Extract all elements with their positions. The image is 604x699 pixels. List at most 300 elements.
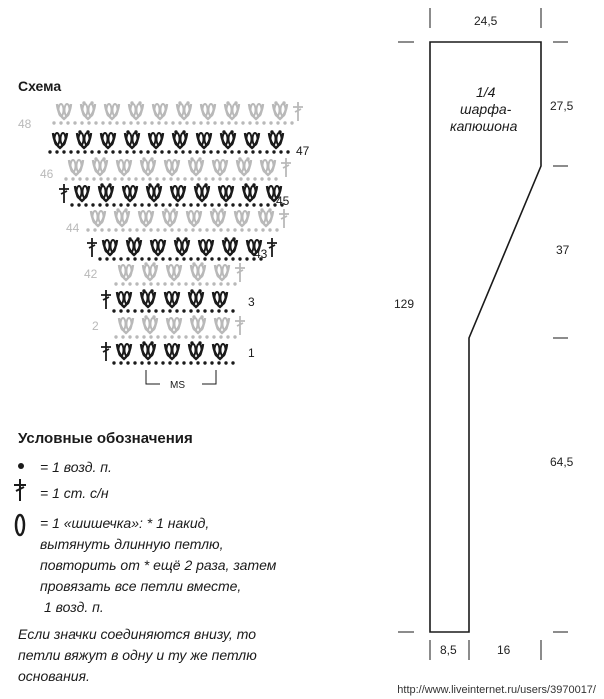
chain-dot — [216, 150, 219, 153]
chain-dot — [231, 361, 234, 364]
chain-dot — [132, 150, 135, 153]
chain-dot — [156, 282, 159, 285]
chain-dot — [219, 282, 222, 285]
chain-dot — [119, 257, 122, 260]
chain-dot — [175, 203, 178, 206]
chain-dot-icon — [16, 458, 30, 472]
chain-dot — [205, 228, 208, 231]
chain-dot — [234, 121, 237, 124]
chain-dot — [184, 335, 187, 338]
chain-dot — [182, 309, 185, 312]
chain-dot — [111, 150, 114, 153]
chain-dot — [246, 177, 249, 180]
chain-dot — [126, 203, 129, 206]
chain-dot — [99, 177, 102, 180]
chain-dot — [87, 121, 90, 124]
chain-dot — [147, 257, 150, 260]
chain-dot — [62, 150, 65, 153]
chain-dot — [142, 335, 145, 338]
chain-dot — [253, 177, 256, 180]
chain-dot — [275, 228, 278, 231]
chain-dot — [156, 228, 159, 231]
chain-dot — [98, 203, 101, 206]
chain-dot — [224, 203, 227, 206]
chain-dot — [70, 203, 73, 206]
chain-dot — [94, 121, 97, 124]
chain-dot — [161, 361, 164, 364]
chain-dot — [205, 282, 208, 285]
chain-dot — [83, 150, 86, 153]
chain-dot — [191, 335, 194, 338]
chain-dot — [260, 177, 263, 180]
chain-dot — [154, 361, 157, 364]
chain-dot — [167, 150, 170, 153]
chain-dot — [140, 203, 143, 206]
chain-dot — [121, 228, 124, 231]
chain-dot — [154, 203, 157, 206]
chain-dot — [119, 309, 122, 312]
chain-dot — [212, 282, 215, 285]
legend-note-line: петли вяжут в одну и ту же петлю — [18, 647, 257, 663]
chain-dot — [237, 150, 240, 153]
chain-dot — [161, 257, 164, 260]
piece-label-line: 1/4 — [476, 84, 496, 100]
piece-label-line: капюшона — [450, 118, 518, 134]
chain-dot — [133, 257, 136, 260]
chain-dot — [183, 177, 186, 180]
chain-dot — [143, 121, 146, 124]
dc-mark — [101, 342, 111, 361]
chain-dot — [73, 121, 76, 124]
piece-label-line: шарфа- — [460, 101, 512, 117]
chain-dot — [196, 203, 199, 206]
chain-dot — [203, 309, 206, 312]
chain-dot — [149, 282, 152, 285]
dc-mark — [281, 158, 291, 177]
chain-dot — [272, 150, 275, 153]
chain-dot — [174, 150, 177, 153]
chain-dot — [217, 309, 220, 312]
chain-dot — [120, 177, 123, 180]
chain-dot — [119, 203, 122, 206]
chain-dot — [195, 150, 198, 153]
chain-dot — [231, 309, 234, 312]
chain-dot — [211, 177, 214, 180]
chain-dot — [133, 203, 136, 206]
chain-dot — [114, 335, 117, 338]
chain-dot — [209, 150, 212, 153]
row-number-42: 42 — [84, 267, 98, 281]
chain-dot — [274, 177, 277, 180]
chain-dot — [71, 177, 74, 180]
chain-dot — [176, 177, 179, 180]
chain-dot — [126, 257, 129, 260]
chain-dot — [125, 150, 128, 153]
chain-dot — [149, 335, 152, 338]
chain-dot — [205, 335, 208, 338]
chain-dot — [226, 228, 229, 231]
chain-dot — [135, 282, 138, 285]
chain-dot — [164, 121, 167, 124]
chain-dot — [105, 203, 108, 206]
chain-dot — [136, 121, 139, 124]
chart-rows — [48, 101, 303, 364]
chain-dot — [233, 282, 236, 285]
chain-dot — [251, 150, 254, 153]
dim-lower-height: 64,5 — [550, 455, 574, 469]
chain-dot — [227, 121, 230, 124]
chain-dot — [113, 177, 116, 180]
chain-dot — [163, 228, 166, 231]
chain-dot — [80, 121, 83, 124]
chain-dot — [230, 150, 233, 153]
chain-dot — [169, 177, 172, 180]
chain-dot — [248, 121, 251, 124]
chain-dot — [90, 150, 93, 153]
chain-dot — [212, 228, 215, 231]
chain-dot — [147, 203, 150, 206]
chain-dot — [247, 228, 250, 231]
chain-dot — [210, 361, 213, 364]
chain-dot — [133, 361, 136, 364]
dim-total-height: 129 — [394, 297, 415, 311]
chain-dot — [254, 228, 257, 231]
chain-dot — [217, 361, 220, 364]
dc-mark — [235, 263, 245, 282]
row-number-2: 2 — [92, 319, 99, 333]
chain-dot — [101, 121, 104, 124]
chain-dot — [133, 309, 136, 312]
chain-dot — [170, 228, 173, 231]
chain-dot — [114, 282, 117, 285]
chain-dot — [118, 150, 121, 153]
chain-dot — [112, 257, 115, 260]
chain-dot — [262, 121, 265, 124]
chain-dot — [232, 177, 235, 180]
chain-dot — [142, 228, 145, 231]
chain-dot — [170, 282, 173, 285]
chain-dot — [261, 228, 264, 231]
chain-dot — [97, 150, 100, 153]
chain-dot — [178, 121, 181, 124]
chain-dot — [142, 282, 145, 285]
chain-dot — [224, 257, 227, 260]
chain-dot — [66, 121, 69, 124]
chain-dot — [112, 361, 115, 364]
chain-dot — [69, 150, 72, 153]
chain-dot — [161, 309, 164, 312]
chain-dot — [150, 121, 153, 124]
chain-dot — [192, 121, 195, 124]
chain-dot — [196, 309, 199, 312]
dim-top-width: 24,5 — [474, 14, 498, 28]
row-number-48: 48 — [18, 117, 32, 131]
chain-dot — [231, 203, 234, 206]
chain-dot — [210, 309, 213, 312]
legend-bobble-line: = 1 «шишечка»: * 1 накид, — [40, 515, 210, 531]
chain-dot — [126, 361, 129, 364]
chain-dot — [64, 177, 67, 180]
chain-dot — [184, 282, 187, 285]
chain-dot — [77, 203, 80, 206]
chain-dot — [127, 177, 130, 180]
chain-dot — [86, 228, 89, 231]
chain-dot — [52, 121, 55, 124]
chain-dot — [182, 361, 185, 364]
chain-dot — [259, 203, 262, 206]
chain-dot — [149, 228, 152, 231]
watermark: http://www.liveinternet.ru/users/3970017/ — [397, 684, 596, 696]
chain-dot — [217, 257, 220, 260]
chain-dot — [286, 150, 289, 153]
chain-dot — [290, 121, 293, 124]
chain-dot — [129, 121, 132, 124]
chain-dot — [196, 361, 199, 364]
dc-mark — [87, 238, 97, 257]
chain-dot — [119, 361, 122, 364]
chain-dot — [231, 257, 234, 260]
row-number-44: 44 — [66, 221, 80, 235]
chain-dot — [134, 177, 137, 180]
chain-dot — [112, 203, 115, 206]
chain-dot — [191, 228, 194, 231]
dim-bottom-left: 8,5 — [440, 643, 457, 657]
chain-dot — [154, 309, 157, 312]
chain-dot — [122, 121, 125, 124]
chain-dot — [140, 361, 143, 364]
chain-dot — [283, 121, 286, 124]
legend-chain: = 1 возд. п. — [40, 459, 112, 475]
chain-dot — [140, 257, 143, 260]
chain-dot — [219, 335, 222, 338]
chain-dot — [177, 335, 180, 338]
chain-dot — [168, 203, 171, 206]
chain-dot — [92, 177, 95, 180]
chain-dot — [218, 177, 221, 180]
legend-bobble-line: повторить от * ещё 2 раза, затем — [40, 557, 277, 573]
row-number-45: 45 — [276, 194, 290, 208]
chain-dot — [203, 361, 206, 364]
chain-dot — [153, 150, 156, 153]
legend-note — [18, 624, 257, 687]
chain-dot — [191, 282, 194, 285]
legend-dc: = 1 ст. с/н — [40, 485, 109, 501]
chain-dot — [212, 335, 215, 338]
chain-dot — [224, 309, 227, 312]
dc-mark — [279, 209, 289, 228]
chain-dot — [175, 309, 178, 312]
chain-dot — [170, 335, 173, 338]
chain-dot — [269, 121, 272, 124]
chain-dot — [185, 121, 188, 124]
chain-dot — [188, 150, 191, 153]
chain-dot — [168, 361, 171, 364]
legend-bobble-line: 1 возд. п. — [44, 599, 104, 615]
chain-dot — [156, 335, 159, 338]
chain-dot — [85, 177, 88, 180]
chain-dot — [226, 282, 229, 285]
pattern-schematic — [380, 0, 604, 680]
chain-dot — [203, 203, 206, 206]
crochet-chart — [0, 95, 320, 395]
chain-dot — [245, 257, 248, 260]
chain-dot — [139, 150, 142, 153]
chain-dot — [279, 150, 282, 153]
chain-dot — [181, 150, 184, 153]
chain-dot — [182, 203, 185, 206]
chain-dot — [217, 203, 220, 206]
row-number-1: 1 — [248, 346, 255, 360]
chain-dot — [93, 228, 96, 231]
bobble-icon — [12, 512, 28, 538]
chain-dot — [219, 228, 222, 231]
chain-dot — [268, 228, 271, 231]
row-number-47: 47 — [296, 144, 310, 158]
chain-dot — [104, 150, 107, 153]
chain-dot — [190, 177, 193, 180]
chain-dot — [171, 121, 174, 124]
chain-dot — [59, 121, 62, 124]
chain-dot — [114, 228, 117, 231]
chain-dot — [241, 121, 244, 124]
chain-dot — [128, 335, 131, 338]
chain-dot — [175, 361, 178, 364]
chain-dot — [225, 177, 228, 180]
chain-dot — [204, 177, 207, 180]
dc-mark — [235, 316, 245, 335]
chain-dot — [189, 309, 192, 312]
chain-dot — [91, 203, 94, 206]
chain-dot — [157, 121, 160, 124]
chain-dot — [177, 228, 180, 231]
chain-dot — [244, 150, 247, 153]
chain-dot — [223, 150, 226, 153]
chain-dot — [155, 177, 158, 180]
chain-dot — [238, 257, 241, 260]
chain-dot — [177, 282, 180, 285]
chain-dot — [203, 257, 206, 260]
dim-middle-height: 37 — [556, 243, 570, 257]
dim-upper-height: 27,5 — [550, 99, 574, 113]
chain-dot — [98, 257, 101, 260]
chain-dot — [141, 177, 144, 180]
chain-dot — [108, 121, 111, 124]
row-number-3: 3 — [248, 295, 255, 309]
chain-dot — [184, 228, 187, 231]
chain-dot — [255, 121, 258, 124]
dc-mark — [59, 184, 69, 203]
chain-dot — [128, 228, 131, 231]
chain-dot — [135, 228, 138, 231]
chain-dot — [78, 177, 81, 180]
chain-dot — [48, 150, 51, 153]
chain-dot — [106, 177, 109, 180]
dc-mark — [267, 238, 277, 257]
chain-dot — [202, 150, 205, 153]
row-number-46: 46 — [40, 167, 54, 181]
chain-dot — [189, 257, 192, 260]
legend-note-line: основания. — [18, 668, 90, 684]
chain-dot — [147, 361, 150, 364]
dc-mark — [101, 290, 111, 309]
chain-dot — [220, 121, 223, 124]
chain-dot — [189, 361, 192, 364]
chain-dot — [266, 203, 269, 206]
chain-dot — [258, 150, 261, 153]
dc-mark — [293, 102, 303, 121]
chart-title: Схема — [18, 78, 62, 94]
chain-dot — [168, 257, 171, 260]
legend-bobble-line: провязать все петли вместе, — [40, 578, 242, 594]
chain-dot — [238, 203, 241, 206]
chain-dot — [239, 177, 242, 180]
chain-dot — [168, 309, 171, 312]
chain-dot — [175, 257, 178, 260]
chain-dot — [163, 335, 166, 338]
chain-dot — [267, 177, 270, 180]
chain-dot — [210, 257, 213, 260]
chain-dot — [196, 257, 199, 260]
chain-dot — [126, 309, 129, 312]
chain-dot — [198, 282, 201, 285]
chain-dot — [100, 228, 103, 231]
chain-dot — [112, 309, 115, 312]
chain-dot — [240, 228, 243, 231]
double-crochet-icon — [12, 477, 28, 503]
chain-dot — [135, 335, 138, 338]
chain-dot — [199, 121, 202, 124]
chain-dot — [161, 203, 164, 206]
chain-dot — [160, 150, 163, 153]
chain-dot — [128, 282, 131, 285]
chain-dot — [105, 257, 108, 260]
chain-dot — [182, 257, 185, 260]
chain-dot — [189, 203, 192, 206]
chain-dot — [146, 150, 149, 153]
chain-dot — [197, 177, 200, 180]
chain-dot — [276, 121, 279, 124]
chain-dot — [147, 309, 150, 312]
chain-dot — [233, 335, 236, 338]
repeat-label: MS — [170, 380, 185, 391]
chain-dot — [198, 228, 201, 231]
chain-dot — [140, 309, 143, 312]
row-number-43: 43 — [254, 247, 268, 261]
chain-dot — [233, 228, 236, 231]
chain-dot — [55, 150, 58, 153]
chain-dot — [198, 335, 201, 338]
chain-dot — [84, 203, 87, 206]
chain-dot — [245, 203, 248, 206]
chain-dot — [148, 177, 151, 180]
chain-dot — [224, 361, 227, 364]
chain-dot — [121, 335, 124, 338]
chain-dot — [162, 177, 165, 180]
chain-dot — [121, 282, 124, 285]
chain-dot — [115, 121, 118, 124]
chain-dot — [154, 257, 157, 260]
chain-dot — [252, 203, 255, 206]
legend-bobble-line: вытянуть длинную петлю, — [40, 536, 224, 552]
chain-dot — [107, 228, 110, 231]
chain-dot — [76, 150, 79, 153]
dim-bottom-right: 16 — [497, 643, 511, 657]
chain-dot — [213, 121, 216, 124]
chain-dot — [226, 335, 229, 338]
legend-title: Условные обозначения — [18, 430, 193, 447]
chain-dot — [265, 150, 268, 153]
legend-bobble — [40, 513, 276, 618]
